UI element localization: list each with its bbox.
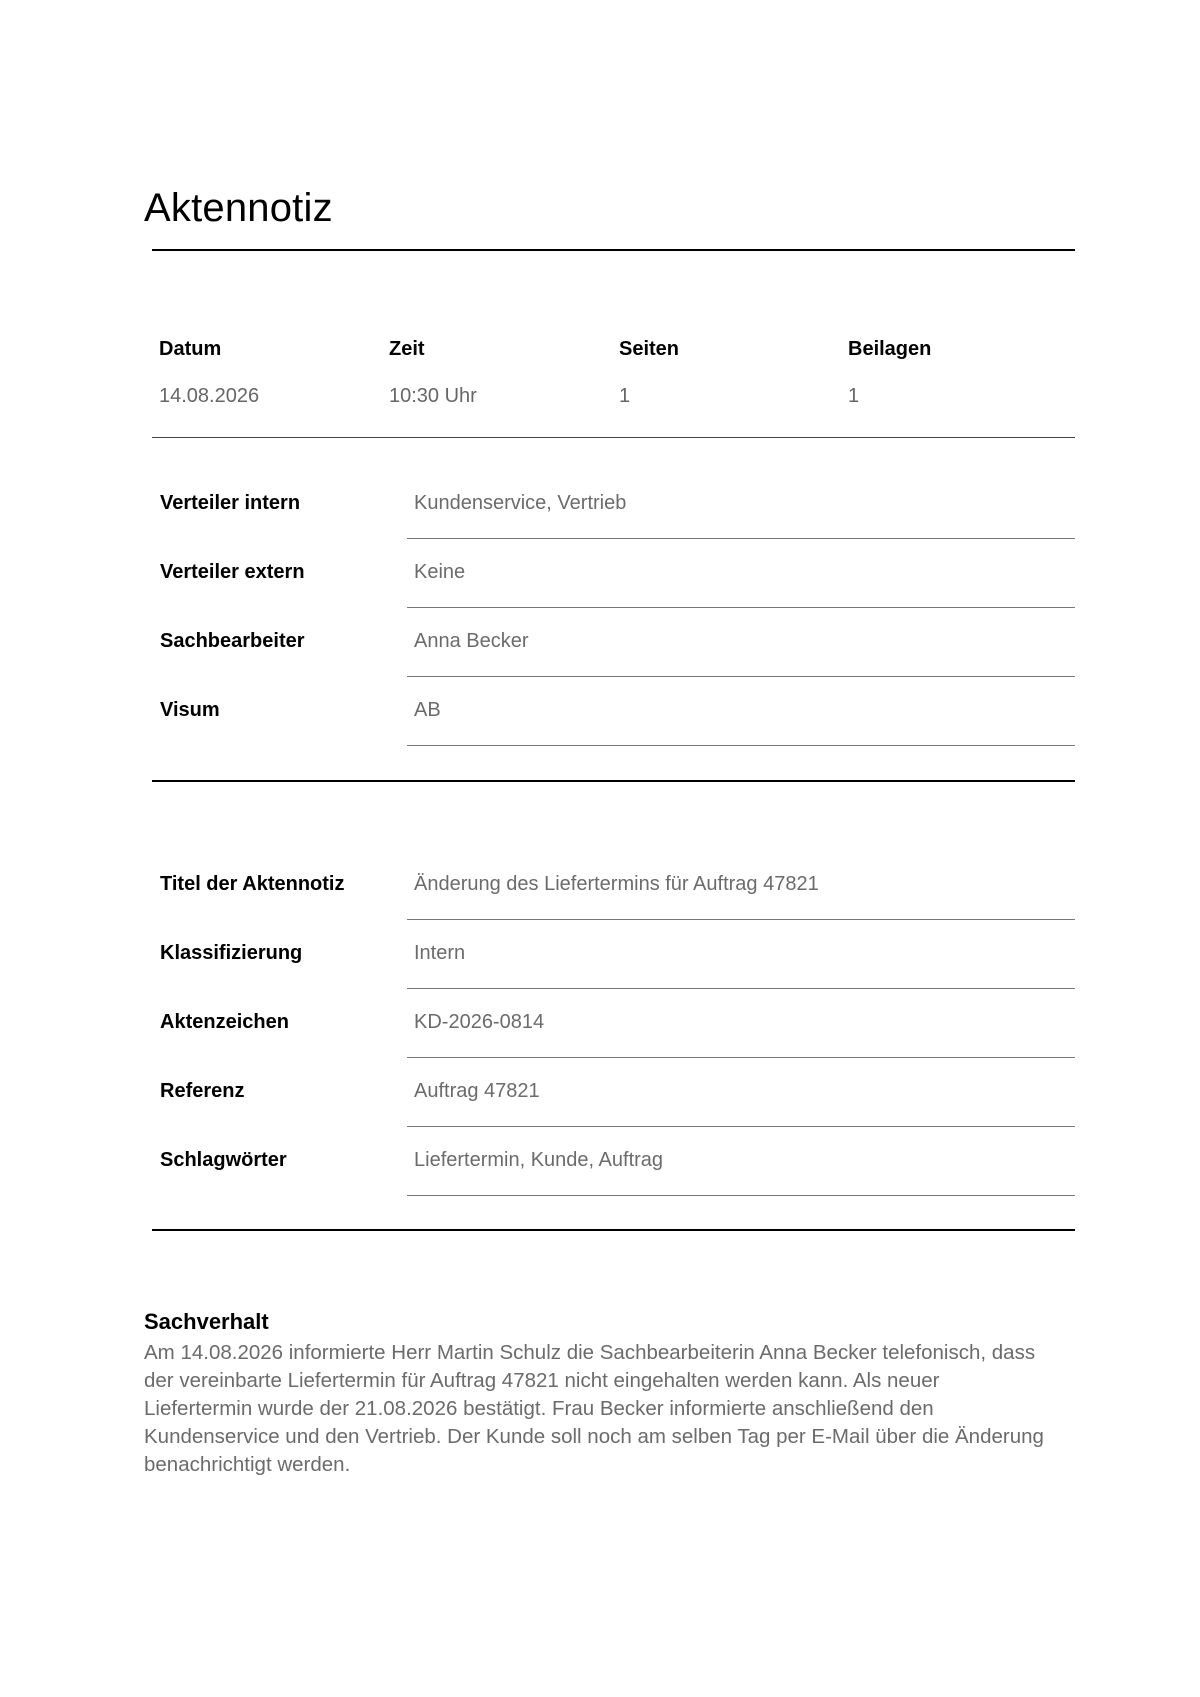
field-label: Sachbearbeiter bbox=[160, 630, 305, 652]
meta-label-zeit: Zeit bbox=[389, 338, 425, 360]
sachverhalt-text: Am 14.08.2026 informierte Herr Martin Schulz die Sachbearbeiterin Anna Becker telefonisch, dass der vereinbarte Liefertermin für Auftrag 47821 nicht eingehalten werden kann. Als neuer Liefertermin wurde der 21.08.2026 bestätigt. Frau Becker informierte anschließend den Kundenservice und den Vertrieb. Der Kunde soll noch am selben Tag per E-Mail über die Änderung benachrichtigt werden. bbox=[144, 1341, 1044, 1476]
field-verteiler-intern bbox=[152, 470, 1075, 539]
meta-label-seiten: Seiten bbox=[619, 338, 680, 360]
title-divider bbox=[152, 249, 1075, 251]
meta-value-datum: 14.08.2026 bbox=[159, 385, 260, 407]
field-label: Klassifizierung bbox=[160, 942, 303, 964]
page-title: Aktennotiz bbox=[144, 186, 333, 230]
meta-divider bbox=[152, 437, 1075, 438]
field-value: KD-2026-0814 bbox=[414, 1011, 545, 1033]
field-underline bbox=[407, 745, 1075, 746]
field-value: AB bbox=[414, 699, 441, 721]
field-value: Anna Becker bbox=[414, 630, 529, 652]
field-sachbearbeiter bbox=[152, 608, 1075, 677]
field-schlagwoerter bbox=[152, 1127, 1075, 1196]
field-value: Kundenservice, Vertrieb bbox=[414, 492, 627, 514]
field-label: Referenz bbox=[160, 1080, 245, 1102]
field-label: Aktenzeichen bbox=[160, 1011, 289, 1033]
meta-value-seiten: 1 bbox=[619, 385, 631, 407]
field-visum bbox=[152, 677, 1075, 746]
meta-value-beilagen: 1 bbox=[848, 385, 860, 407]
field-underline bbox=[407, 1195, 1075, 1196]
meta-label-beilagen: Beilagen bbox=[848, 338, 932, 360]
field-label: Verteiler intern bbox=[160, 492, 301, 514]
field-referenz bbox=[152, 1058, 1075, 1127]
field-value: Auftrag 47821 bbox=[414, 1080, 540, 1102]
field-value: Keine bbox=[414, 561, 466, 583]
field-value: Änderung des Liefertermins für Auftrag 47821 bbox=[414, 873, 819, 895]
details-divider bbox=[152, 1229, 1075, 1231]
field-label: Visum bbox=[160, 699, 220, 721]
field-label: Titel der Aktennotiz bbox=[160, 873, 345, 895]
field-klassifizierung bbox=[152, 920, 1075, 989]
field-label: Schlagwörter bbox=[160, 1149, 287, 1171]
field-label: Verteiler extern bbox=[160, 561, 305, 583]
field-aktenzeichen bbox=[152, 989, 1075, 1058]
distribution-divider bbox=[152, 780, 1075, 782]
field-verteiler-extern bbox=[152, 539, 1075, 608]
section-heading-sachverhalt: Sachverhalt bbox=[144, 1309, 269, 1334]
field-value: Intern bbox=[414, 942, 466, 964]
field-titel bbox=[152, 851, 1075, 920]
meta-value-zeit: 10:30 Uhr bbox=[389, 385, 477, 407]
meta-label-datum: Datum bbox=[159, 338, 222, 360]
field-value: Liefertermin, Kunde, Auftrag bbox=[414, 1149, 664, 1171]
